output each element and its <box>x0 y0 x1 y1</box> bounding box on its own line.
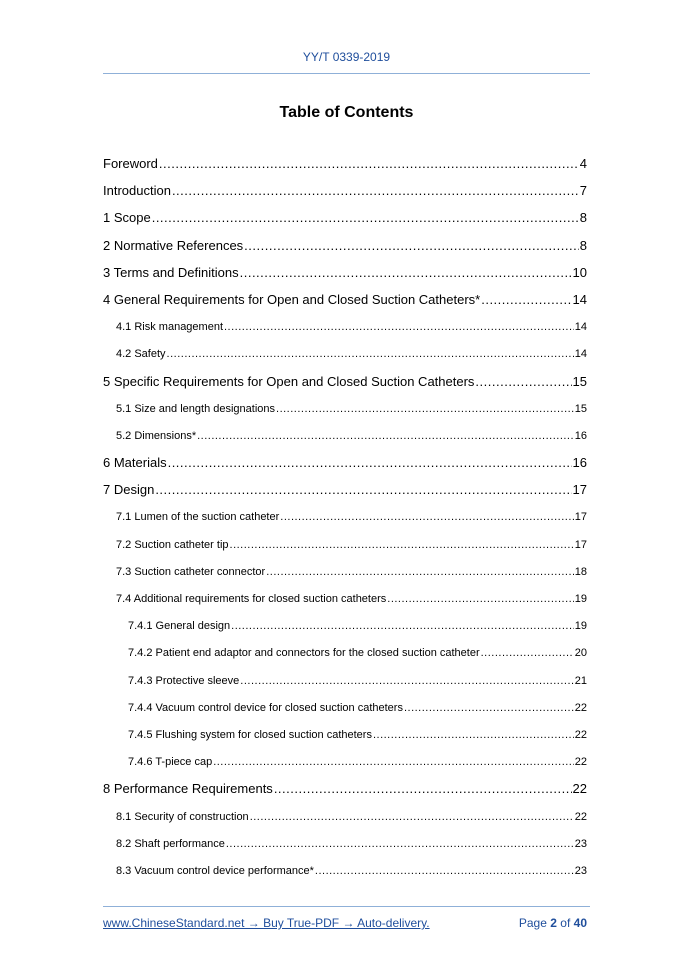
total-pages: 40 <box>573 916 587 930</box>
toc-entry[interactable] <box>103 181 587 208</box>
toc-entry-page: 23 <box>574 837 587 850</box>
toc-dot-leader <box>481 643 574 663</box>
toc-entry-page: 14 <box>574 348 587 361</box>
toc-entry[interactable] <box>103 453 587 480</box>
toc-entry-page: 22 <box>574 810 587 823</box>
toc-dot-leader <box>172 181 579 201</box>
toc-entry[interactable] <box>103 507 587 534</box>
page-title: Table of Contents <box>279 104 414 121</box>
toc-dot-leader <box>197 426 574 446</box>
toc-dot-leader <box>155 480 571 500</box>
toc-entry-page: 16 <box>574 429 587 442</box>
page-indicator <box>519 916 587 930</box>
toc-entry-page: 14 <box>574 321 587 334</box>
toc-entry-label: 2 Normative References <box>103 237 244 253</box>
toc-entry-page: 22 <box>574 701 587 714</box>
toc-entry-page: 22 <box>574 756 587 769</box>
toc-entry-page: 8 <box>579 237 587 253</box>
page-word: Page <box>518 916 547 930</box>
toc-dot-leader <box>276 399 574 419</box>
header-divider <box>103 73 590 74</box>
toc-entry-label: 7.2 Suction catheter tip <box>116 538 229 551</box>
toc-entry-label: 6 Materials <box>103 455 167 471</box>
toc-entry-label: 7.4.3 Protective sleeve <box>128 674 240 687</box>
toc-entry-page: 17 <box>572 482 587 498</box>
toc-entry[interactable] <box>103 834 587 861</box>
toc-entry-label: 7.4.6 T-piece cap <box>128 756 213 769</box>
current-page: 2 <box>550 916 557 930</box>
toc-entry-page: 15 <box>574 402 587 415</box>
of-word: of <box>560 916 571 930</box>
toc-entry-page: 19 <box>574 620 587 633</box>
toc-entry-label: 5 Specific Requirements for Open and Closed Suction Catheters <box>103 373 475 389</box>
toc-entry-label: 8.3 Vacuum control device performance* <box>116 864 314 877</box>
toc-entry-label: 7.4 Additional requirements for closed suction catheters <box>116 593 387 605</box>
toc-entry-label: 4.1 Risk management <box>116 321 223 334</box>
toc-entry-label: Foreword <box>103 156 158 171</box>
toc-entry[interactable] <box>103 752 587 779</box>
toc-entry[interactable] <box>103 480 587 507</box>
toc-dot-leader <box>274 779 572 799</box>
toc-dot-leader <box>387 589 573 609</box>
toc-entry-label: 4.2 Safety <box>116 348 166 361</box>
toc-entry[interactable] <box>103 725 587 752</box>
toc-entry[interactable] <box>103 562 587 589</box>
toc-entry-page: 20 <box>574 647 587 660</box>
footer <box>103 916 587 930</box>
toc-entry-page: 21 <box>574 674 587 687</box>
toc-entry-page: 4 <box>579 156 587 171</box>
toc-entry[interactable] <box>103 643 587 670</box>
toc-entry-label: 8.1 Security of construction <box>116 810 249 823</box>
toc-dot-leader <box>168 453 572 473</box>
toc-dot-leader <box>152 208 579 228</box>
toc-entry-page: 18 <box>574 565 587 578</box>
toc-entry-page: 14 <box>572 291 587 307</box>
toc-entry[interactable] <box>103 779 587 806</box>
toc-entry-label: 7.4.5 Flushing system for closed suction catheters <box>128 728 372 741</box>
toc-dot-leader <box>475 372 571 392</box>
toc-entry-label: 5.1 Size and length designations <box>116 402 276 415</box>
toc-entry-label: 1 Scope <box>103 210 151 226</box>
toc-dot-leader <box>280 507 573 527</box>
toc-entry-page: 7 <box>579 183 587 199</box>
toc-entry[interactable] <box>103 426 587 453</box>
toc-entry-label: 7.4.4 Vacuum control device for closed suction catheters <box>128 701 403 714</box>
toc-entry-label: 5.2 Dimensions* <box>116 429 197 442</box>
toc-entry[interactable] <box>103 671 587 698</box>
toc-entry-page: 16 <box>572 455 587 471</box>
toc-entry[interactable] <box>103 616 587 643</box>
toc-entry-label: 8 Performance Requirements <box>103 781 273 797</box>
toc-entry[interactable] <box>103 208 587 235</box>
toc-entry-label: 3 Terms and Definitions <box>103 264 239 280</box>
toc-entry[interactable] <box>103 589 587 616</box>
toc-dot-leader <box>240 671 573 691</box>
toc-entry-page: 17 <box>574 511 587 524</box>
toc-entry[interactable] <box>103 317 587 344</box>
toc-entry-page: 22 <box>572 781 587 797</box>
toc-entry[interactable] <box>103 236 587 263</box>
toc-dot-leader <box>266 562 574 582</box>
toc-dot-leader <box>481 290 571 310</box>
footer-divider <box>103 906 590 907</box>
toc-dot-leader <box>213 752 574 772</box>
toc-dot-leader <box>167 344 574 364</box>
toc-entry-label: 7 Design <box>103 482 155 498</box>
toc-dot-leader <box>230 535 574 555</box>
toc-entry[interactable] <box>103 290 587 317</box>
toc-entry[interactable] <box>103 698 587 725</box>
toc-entry-label: 8.2 Shaft performance <box>116 837 225 850</box>
toc-entry-page: 23 <box>574 864 587 877</box>
toc-entry[interactable] <box>103 154 587 181</box>
toc-entry-label: Introduction <box>103 183 171 199</box>
toc-entry[interactable] <box>103 263 587 290</box>
toc-entry[interactable] <box>103 344 587 371</box>
toc-entry-label: 7.4.2 Patient end adaptor and connectors for the closed suction catheter <box>128 647 480 660</box>
toc-dot-leader <box>315 861 574 881</box>
toc-entry-label: 4 General Requirements for Open and Closed Suction Catheters* <box>103 291 481 307</box>
toc-entry[interactable] <box>103 861 587 888</box>
toc-entry[interactable] <box>103 807 587 834</box>
toc-entry[interactable] <box>103 535 587 562</box>
toc-entry-page: 10 <box>572 264 587 280</box>
toc-entry-page: 8 <box>579 210 587 226</box>
toc-dot-leader <box>373 725 574 745</box>
toc-entry-page: 17 <box>574 538 587 551</box>
toc-entry-label: 7.3 Suction catheter connector <box>116 565 266 578</box>
toc-entry-label: 7.4.1 General design <box>128 620 231 633</box>
toc-entry-label: 7.1 Lumen of the suction catheter <box>116 511 280 524</box>
toc-dot-leader <box>404 698 574 718</box>
toc-dot-leader <box>159 154 579 174</box>
document-code: YY/T 0339-2019 <box>302 50 391 64</box>
toc-entry-page: 15 <box>572 373 587 389</box>
footer-link[interactable]: www.ChineseStandard.net → Buy True-PDF → Auto-delivery. <box>103 916 430 930</box>
toc-dot-leader <box>250 807 574 827</box>
toc-entry[interactable] <box>103 372 587 399</box>
toc-entry-page: 22 <box>574 728 587 741</box>
toc-dot-leader <box>226 834 574 854</box>
toc-entry[interactable] <box>103 399 587 426</box>
table-of-contents <box>103 154 587 888</box>
toc-dot-leader <box>244 236 579 256</box>
toc-dot-leader <box>224 317 574 337</box>
toc-entry-page: 19 <box>574 593 587 605</box>
toc-dot-leader <box>231 616 574 636</box>
toc-dot-leader <box>240 263 572 283</box>
